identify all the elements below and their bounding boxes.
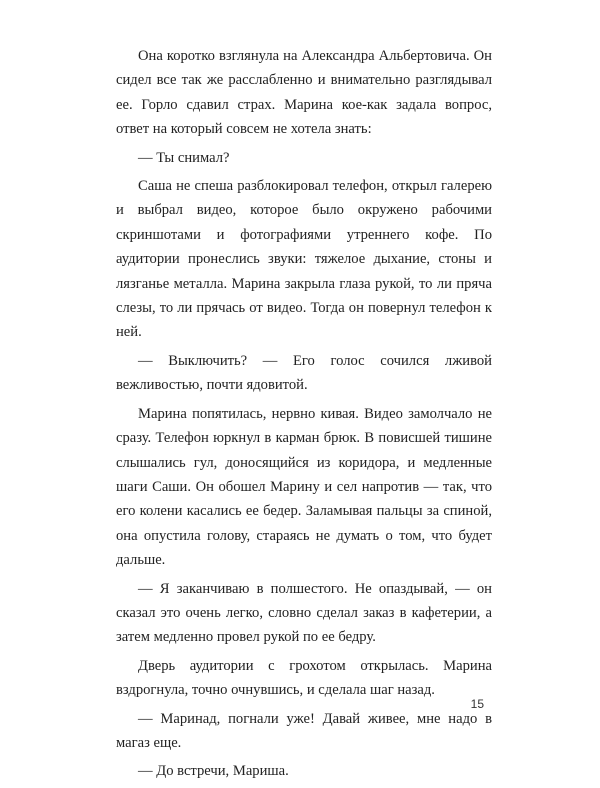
paragraph: — Выключить? — Его голос сочился лживой вежливостью, почти ядовитой. xyxy=(116,352,492,394)
body-text xyxy=(116,44,492,788)
paragraph: — Маринад, погнали уже! Давай живее, мне надо в магаз еще. xyxy=(116,710,492,751)
paragraph: Марина попятилась, нервно кивая. Видео замолчало не сразу. Телефон юркнул в карман брюк. В повисшей тишине слышались гул, доносящийся из коридора, и медленные шаги Саши. Он обошел Марину и сел напротив — так, что его колени касались ее бедер. Заламывая пальцы за спиной, она опустила голову, стараясь не думать о том, что будет дальше. xyxy=(116,405,492,569)
paragraph: Саша не спеша разблокировал телефон, открыл галерею и выбрал видео, которое было окружено рабочими скриншотами и фотографиями утреннего кофе. По аудитории пронеслись звуки: тяжелое дыхание, стоны и лязганье металла. Марина закрыла глаза рукой, то ли пряча слезы, то ли прячась от видео. Тогда он повернул телефон к ней. xyxy=(116,178,492,341)
paragraph: — Я заканчиваю в полшестого. Не опаздывай, — он сказал это очень легко, словно сделал заказ в кафетерии, а затем медленно провел рукой по ее бедру. xyxy=(116,580,492,646)
page-number: 15 xyxy=(470,697,484,711)
paragraph: — До встречи, Мариша. xyxy=(138,763,289,780)
paragraph: — Ты снимал? xyxy=(138,149,230,166)
paragraph: Она коротко взглянула на Александра Альбертовича. Он сидел все так же расслабленно и внимательно разглядывал ее. Горло сдавил страх. Марина кое-как задала вопрос, ответ на который совсем не хотела знать: xyxy=(116,48,492,138)
paragraph: Дверь аудитории с грохотом открылась. Марина вздрогнула, точно очнувшись, и сделала шаг назад. xyxy=(116,657,492,699)
